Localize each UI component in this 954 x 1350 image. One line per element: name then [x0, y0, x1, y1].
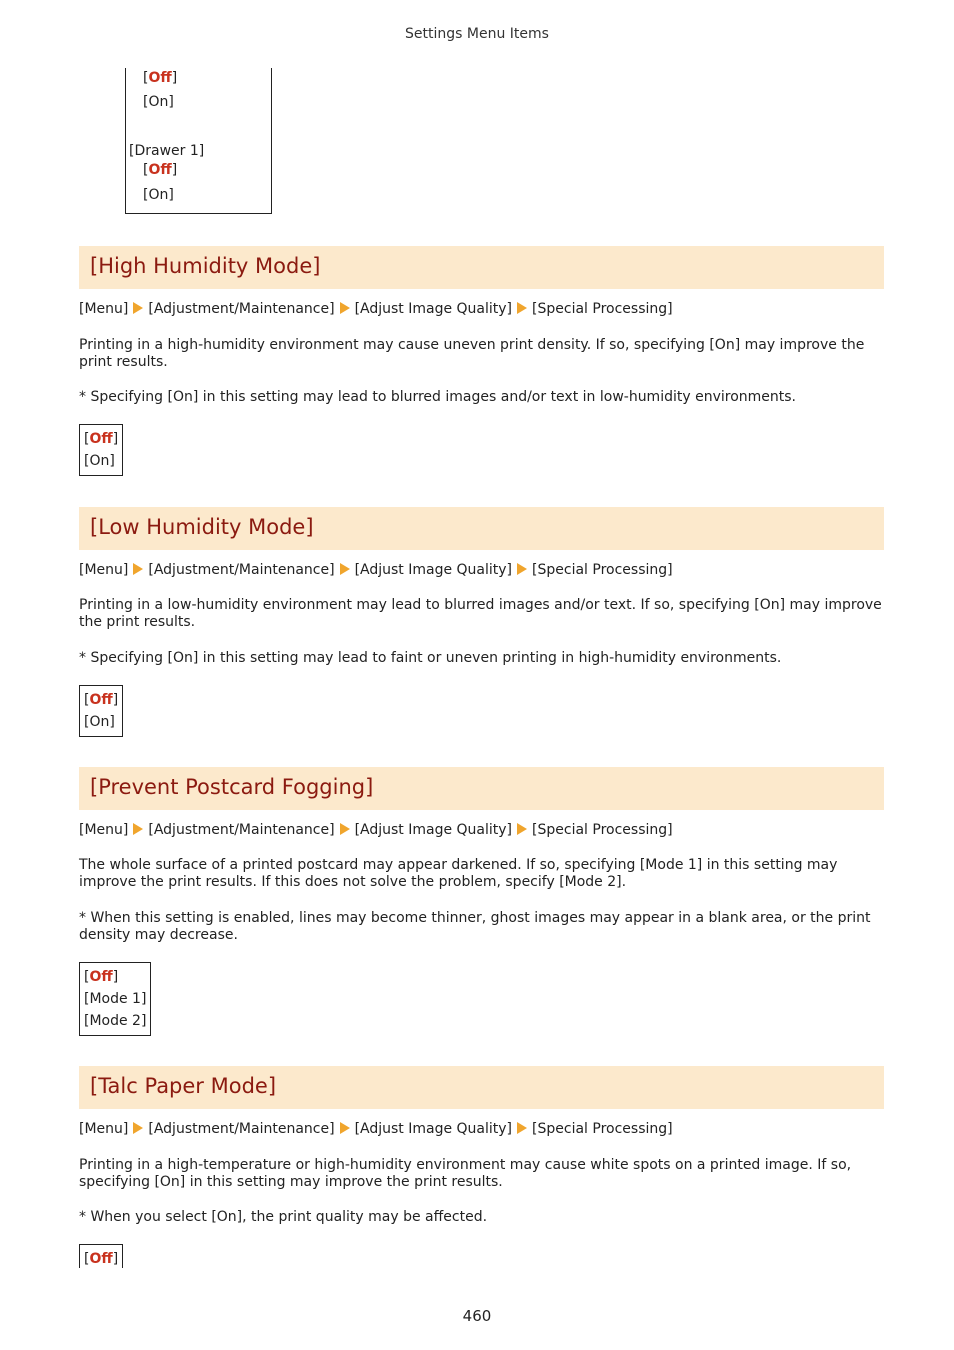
section-note: * Specifying [On] in this setting may lead to faint or uneven printing in high-humidity environments. — [79, 650, 782, 666]
triangle-right-icon — [133, 302, 143, 314]
breadcrumb-item: [Special Processing] — [532, 822, 673, 838]
breadcrumb-item: [Adjustment/Maintenance] — [148, 1121, 335, 1137]
breadcrumb-item: [Special Processing] — [532, 301, 673, 317]
breadcrumb-item: [Adjust Image Quality] — [354, 822, 513, 838]
option-item: [Mode 1] — [84, 991, 147, 1007]
options-box — [79, 1244, 123, 1268]
breadcrumb-item: [Adjust Image Quality] — [354, 301, 513, 317]
option-item: [On] — [84, 453, 115, 469]
section-note: * Specifying [On] in this setting may lead to blurred images and/or text in low-humidity environments. — [79, 389, 796, 405]
triangle-right-icon — [133, 1122, 143, 1134]
section-title: [High Humidity Mode] — [90, 254, 321, 278]
option-item: [Mode 2] — [84, 1013, 147, 1029]
options-box — [79, 685, 123, 737]
breadcrumb-item: [Adjust Image Quality] — [354, 1121, 513, 1137]
option-item: [On] — [143, 94, 174, 110]
triangle-right-icon — [133, 823, 143, 835]
option-group-label: [Drawer 1] — [129, 143, 205, 159]
breadcrumb-item: [Adjustment/Maintenance] — [148, 822, 335, 838]
option-default: [Off] — [84, 692, 119, 708]
running-header: Settings Menu Items — [405, 26, 549, 42]
section-header-high-humidity — [79, 246, 884, 289]
breadcrumb-item: [Adjustment/Maintenance] — [148, 562, 335, 578]
breadcrumb — [79, 560, 673, 580]
option-default: [Off] — [143, 70, 178, 86]
section-description: The whole surface of a printed postcard may appear darkened. If so, specifying [Mode 1] in this setting may improve the print results. If this does not solve the problem, specify [Mode 2]. — [79, 857, 838, 890]
triangle-right-icon — [517, 563, 527, 575]
page-number: 460 — [462, 1307, 492, 1325]
section-title: [Prevent Postcard Fogging] — [90, 775, 374, 799]
triangle-right-icon — [340, 823, 350, 835]
section-header-low-humidity — [79, 507, 884, 550]
option-default: [Off] — [84, 1251, 119, 1267]
option-default: [Off] — [84, 969, 119, 985]
option-item: [On] — [84, 714, 115, 730]
option-default: [Off] — [84, 431, 119, 447]
breadcrumb-item: [Adjustment/Maintenance] — [148, 301, 335, 317]
triangle-right-icon — [340, 302, 350, 314]
breadcrumb-item: [Menu] — [79, 1121, 129, 1137]
section-title: [Talc Paper Mode] — [90, 1074, 277, 1098]
options-box — [79, 424, 123, 476]
breadcrumb-item: [Special Processing] — [532, 1121, 673, 1137]
section-title: [Low Humidity Mode] — [90, 515, 314, 539]
section-description: Printing in a high-humidity environment may cause uneven print density. If so, specifying [On] may improve the print results. — [79, 337, 865, 370]
triangle-right-icon — [340, 563, 350, 575]
triangle-right-icon — [517, 302, 527, 314]
triangle-right-icon — [517, 1122, 527, 1134]
breadcrumb-item: [Special Processing] — [532, 562, 673, 578]
section-description: Printing in a low-humidity environment may lead to blurred images and/or text. If so, specifying [On] may improve the print results. — [79, 597, 882, 630]
options-box — [79, 962, 151, 1036]
section-header-talc-paper-mode — [79, 1066, 884, 1109]
option-item: [On] — [143, 187, 174, 203]
triangle-right-icon — [133, 563, 143, 575]
section-note: * When you select [On], the print quality may be affected. — [79, 1209, 488, 1225]
triangle-right-icon — [340, 1122, 350, 1134]
breadcrumb-item: [Menu] — [79, 562, 129, 578]
breadcrumb-item: [Menu] — [79, 822, 129, 838]
continued-options-box — [125, 68, 272, 214]
breadcrumb-item: [Adjust Image Quality] — [354, 562, 513, 578]
section-note: * When this setting is enabled, lines may become thinner, ghost images may appear in a blank area, or the print density may decrease. — [79, 910, 871, 943]
section-description: Printing in a high-temperature or high-humidity environment may cause white spots on a printed image. If so, specifying [On] in this setting may improve the print results. — [79, 1157, 852, 1190]
breadcrumb — [79, 820, 673, 840]
section-header-prevent-postcard-fogging — [79, 767, 884, 810]
breadcrumb — [79, 1119, 673, 1139]
option-default: [Off] — [143, 162, 178, 178]
breadcrumb — [79, 299, 673, 319]
triangle-right-icon — [517, 823, 527, 835]
breadcrumb-item: [Menu] — [79, 301, 129, 317]
